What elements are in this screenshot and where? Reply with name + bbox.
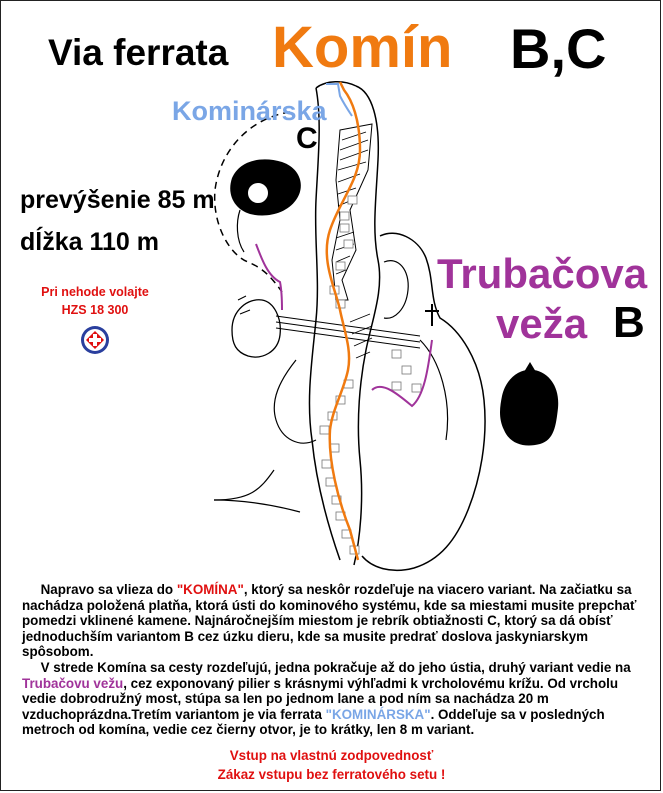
desc-trubacova-highlight: Trubačovu vežu — [22, 675, 124, 691]
warning-line-1: Vstup na vlastnú zodpovednosť — [229, 748, 434, 763]
length-label: dĺžka 110 m — [20, 228, 159, 256]
desc-p1-text-b: , ktorý sa neskôr rozdeľuje na viacero variant. Na začiatku sa nachádza položená platňa, ktorá ústi do kominového systému, kde sa miestami musite prepchať pomedzi vklinené kamene. Najnáročnejším miestom je rebrík obtiažnosti C, ktorý sa dá obísť jednoduchším variantom B cez úzku dieru, kde sa musite predrať doslova jaskyniarskym spôsobom. — [22, 582, 637, 660]
title-prefix: Via ferrata — [48, 32, 229, 73]
description-paragraph-2 — [22, 660, 642, 738]
grade-b-label: B — [613, 298, 645, 347]
left-boulder — [232, 300, 280, 357]
emergency-info — [30, 283, 160, 319]
route-komin-orange — [327, 82, 360, 560]
title-suffix: B,C — [510, 17, 607, 80]
route-kominarska-blue — [326, 84, 352, 116]
warning-line-2: Zákaz vstupu bez ferratového setu ! — [217, 767, 446, 782]
trubacova-label: Trubačova — [437, 250, 648, 297]
grade-c-label: C — [296, 122, 318, 155]
black-boulder — [500, 370, 558, 446]
hole-circle — [247, 182, 269, 204]
summit-cross-icon — [425, 304, 439, 326]
emergency-line-2: HZS 18 300 — [61, 303, 129, 317]
desc-p2-text-c: . Oddeľuje sa v posledných metroch od komína, vedie cez čierny otvor, je to krátky, len 8 m variant. — [22, 706, 605, 738]
desc-p2-text-b: , cez exponovaný pilier s krásnymi výhľadmi k vrcholovému krížu. Od vrcholu vedie dobrodružný most, stúpa sa len po jednom lane a pod ním sa nachádza 20 m vzduchoprázdna.Tretím variantom je via ferrata — [22, 675, 619, 722]
emergency-line-1: Pri nehode volajte — [41, 285, 149, 299]
elevation-label: prevýšenie 85 m — [20, 186, 215, 214]
desc-komina-highlight: "KOMÍNA" — [176, 582, 244, 597]
ladder-blocks — [320, 196, 421, 554]
route-description — [22, 582, 642, 738]
desc-p2-text-a: V strede Komína sa cesty rozdeľujú, jedna pokračuje až do jeho ústia, druhý variant vedie na — [40, 659, 631, 675]
desc-p1-text-a: Napravo sa vlieza do — [40, 582, 177, 597]
title-name: Komín — [272, 15, 453, 80]
description-paragraph-1 — [22, 582, 642, 660]
kominarska-label: Kominárska — [172, 96, 327, 126]
desc-kominarska-highlight: "KOMINÁRSKA" — [325, 706, 431, 722]
hzs-logo-icon — [81, 326, 109, 354]
chimney-right-wall — [354, 86, 380, 565]
warning-block — [0, 746, 663, 784]
veza-label: veža — [496, 300, 588, 347]
